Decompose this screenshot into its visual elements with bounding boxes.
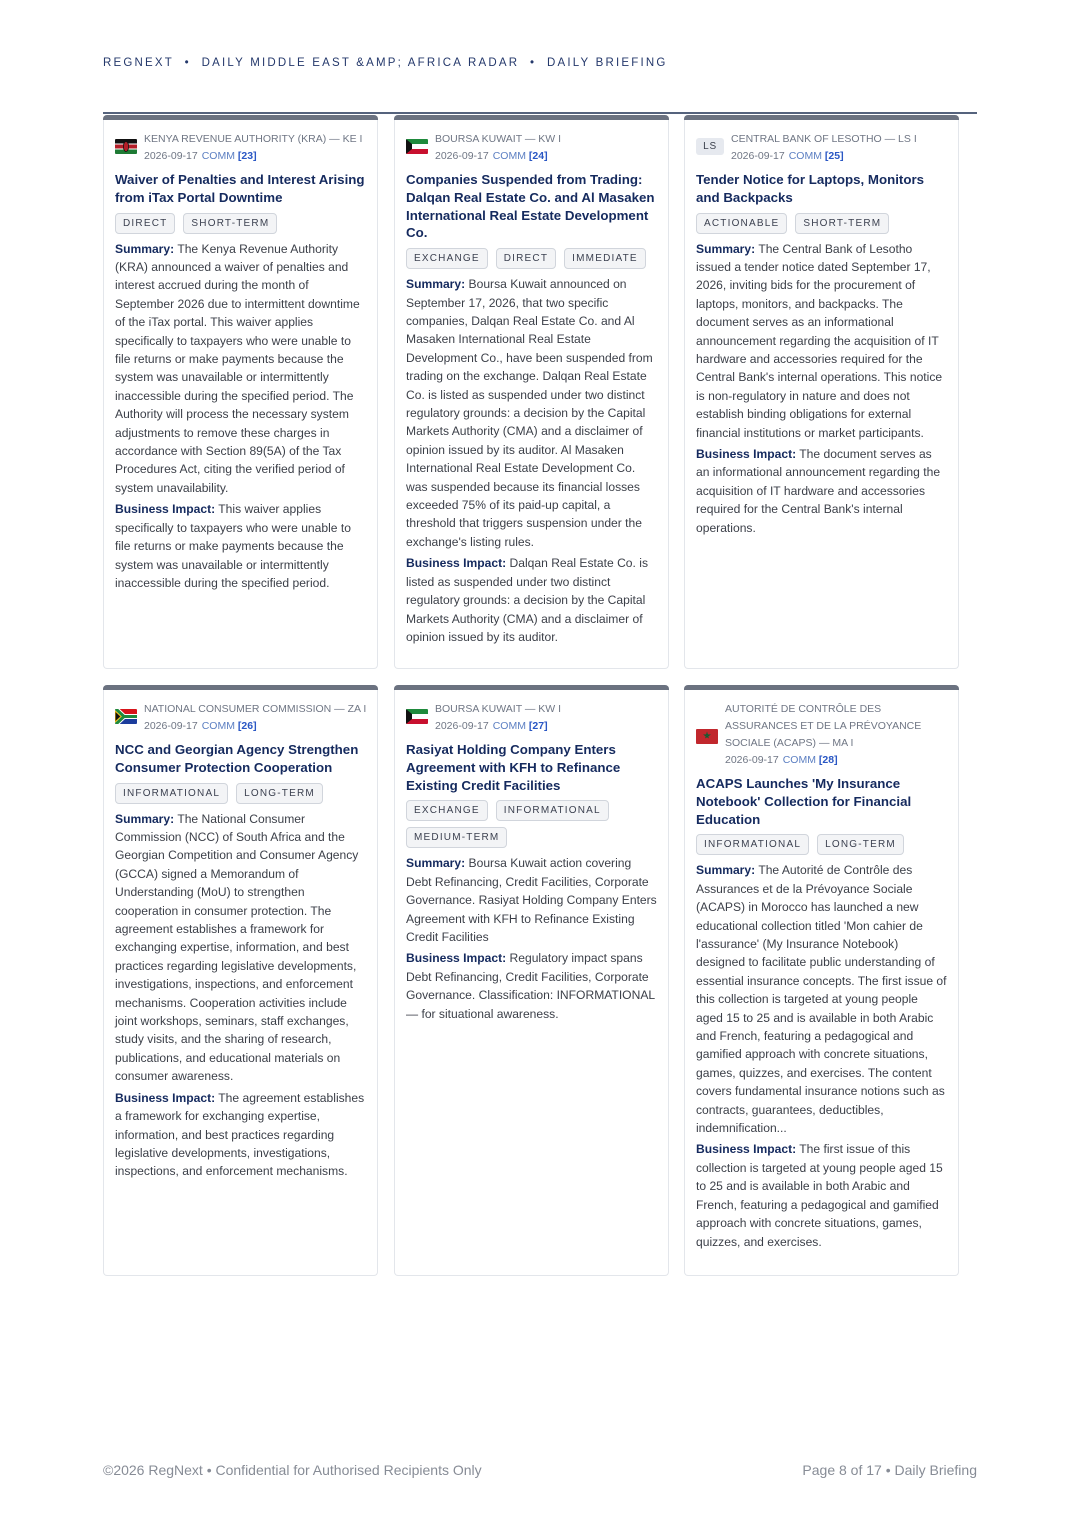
card-source [696, 701, 948, 769]
tag: SHORT-TERM [795, 213, 889, 234]
tag: DIRECT [115, 213, 175, 234]
news-card [684, 685, 959, 1276]
source-name: NATIONAL CONSUMER COMMISSION — ZA I [144, 703, 367, 715]
source-name: BOURSA KUWAIT — KW I [435, 133, 562, 145]
comm-label: COMM [201, 720, 235, 732]
summary: Summary: Boursa Kuwait action covering Debt Refinancing, Credit Facilities, Corporate Governance. Rasiyat Holding Company Enters Agreement with KFH to Refinance Existing Credit Facilities [406, 856, 657, 945]
business-impact: Business Impact: The document serves as an informational announcement regarding the acquisition of IT hardware and accessories required for the Central Bank's internal operations. [696, 447, 941, 535]
business-impact: Business Impact: The first issue of this collection is targeted at young people aged 15 to 25 and is available in both Arabic and French, featuring a pedagogical and gamified approach with concrete situations, games, quizzes, and exercises. [696, 1142, 943, 1249]
source-date: 2026-09-17 [435, 720, 489, 732]
business-impact: Business Impact: This waiver applies specifically to taxpayers who were unable to file returns or make payments because the system was unavailable or intermittently inaccessible during the specified period. [115, 502, 351, 590]
summary: Summary: The Central Bank of Lesotho issued a tender notice dated September 17, 2026, inviting bids for the procurement of laptops, monitors, and backpacks. The document serves as an informational announcement regarding the acquisition of IT hardware and accessories required for the Central Bank's internal operations. This notice is non-regulatory in nature and does not establish binding obligations for external financial institutions or market participants. [696, 241, 943, 440]
reference-link[interactable]: [27] [528, 720, 548, 732]
kuwait-flag-icon [406, 139, 428, 154]
tag-list [696, 834, 948, 855]
card-source [406, 131, 658, 165]
source-name: KENYA REVENUE AUTHORITY (KRA) — KE I [144, 133, 363, 145]
card-title: Companies Suspended from Trading: Dalqan Real Estate Co. and Al Masaken International Real Estate Development Co. [406, 172, 655, 241]
comm-label: COMM [782, 754, 816, 766]
summary: Summary: Boursa Kuwait announced on September 17, 2026, that two specific companies, Dalqan Real Estate Co. and Al Masaken International Real Estate Development Co., have been suspended from trading on the exchange. Dalqan Real Estate Co. is listed as suspended under two distinct regulatory grounds: a decision by the Capital Markets Authority (CMA) and a disclaimer of opinion issued by its auditor. Al Masaken International Real Estate Development Co. was suspended because its financial losses exceeded 75% of its paid-up capital, a threshold that triggers suspension under the exchange's listing rules. [406, 277, 653, 549]
tag-list [115, 783, 367, 804]
source-name: AUTORITÉ DE CONTRÔLE DES ASSURANCES ET DE LA PRÉVOYANCE SOCIALE (ACAPS) — MA I [725, 703, 922, 749]
comm-label: COMM [788, 150, 822, 162]
card-title: NCC and Georgian Agency Strengthen Consumer Protection Cooperation [115, 742, 359, 775]
kuwait-flag-icon [406, 709, 428, 724]
kenya-flag-icon [115, 139, 137, 154]
footer-doc-label: Daily Briefing [894, 1462, 977, 1478]
tag: LONG-TERM [236, 783, 323, 804]
summary: Summary: The Kenya Revenue Authority (KRA) announced a waiver of penalties and interest accrued during the month of September 2026 due to intermittent downtime of the iTax portal. This waiver applies specifically to taxpayers who were unable to file returns or make payments because the system was unavailable or intermittently inaccessible during the specified period. The Authority will process the necessary system adjustments to remove these charges in accordance with Section 89(5A) of the Tax Procedures Act, citing the verified period of system unavailability. [115, 241, 360, 495]
header-doc-type: DAILY BRIEFING [547, 57, 668, 69]
tag: ACTIONABLE [696, 213, 787, 234]
reference-link[interactable]: [25] [824, 150, 844, 162]
card-source [115, 701, 367, 735]
header-brand: REGNEXT [103, 57, 174, 69]
page-number: Page 8 of 17 [802, 1462, 882, 1478]
footer-copyright: ©2026 RegNext • Confidential for Authorised Recipients Only [103, 1462, 482, 1478]
news-card [103, 685, 378, 1276]
card-title: Waiver of Penalties and Interest Arising from iTax Portal Downtime [115, 172, 365, 205]
tag: INFORMATIONAL [696, 834, 809, 855]
country-code-badge: LS [696, 138, 724, 155]
morocco-flag-icon [696, 729, 718, 744]
source-date: 2026-09-17 [725, 754, 779, 766]
tag-list [406, 248, 658, 269]
tag-list [696, 213, 948, 234]
news-card [684, 115, 959, 669]
source-name: CENTRAL BANK OF LESOTHO — LS I [731, 133, 917, 145]
business-impact: Business Impact: Dalqan Real Estate Co. is listed as suspended under two distinct regulatory grounds: a decision by the Capital Markets Authority (CMA) and a disclaimer of opinion issued by its auditor. [406, 556, 648, 644]
comm-label: COMM [492, 150, 526, 162]
summary: Summary: The Autorité de Contrôle des Assurances et de la Prévoyance Sociale (ACAPS) in Morocco has launched a new educational collection titled 'Mon cahier de l'assurance' (My Insurance Notebook) designed to facilitate public understanding of essential insurance concepts. The first issue of this collection is targeted at young people aged 15 to 25 and is available in both Arabic and French, featuring a pedagogical and gamified approach with concrete situations, games, quizzes, and exercises. The content covers fundamental insurance notions such as contracts, guarantees, deductibles, indemnification... [696, 863, 947, 1136]
source-date: 2026-09-17 [731, 150, 785, 162]
tag: LONG-TERM [817, 834, 904, 855]
card-source [696, 131, 948, 165]
source-name: BOURSA KUWAIT — KW I [435, 703, 562, 715]
tag: IMMEDIATE [564, 248, 646, 269]
card-title: Tender Notice for Laptops, Monitors and Backpacks [696, 172, 925, 205]
reference-link[interactable]: [23] [237, 150, 257, 162]
card-title: ACAPS Launches 'My Insurance Notebook' Collection for Financial Education [696, 776, 912, 827]
tag: EXCHANGE [406, 800, 488, 821]
tag: INFORMATIONAL [115, 783, 228, 804]
business-impact: Business Impact: Regulatory impact spans Debt Refinancing, Credit Facilities, Corporate Governance. Classification: INFORMATIONAL — for situational awareness. [406, 951, 655, 1021]
card-title: Rasiyat Holding Company Enters Agreement with KFH to Refinance Existing Credit Facilities [406, 742, 621, 793]
header-rule [103, 112, 977, 114]
source-date: 2026-09-17 [144, 720, 198, 732]
card-source [115, 131, 367, 165]
reference-link[interactable]: [24] [528, 150, 548, 162]
footer-page-info: Page 8 of 17 • Daily Briefing [802, 1462, 977, 1478]
tag-list [115, 213, 367, 234]
summary: Summary: The National Consumer Commission (NCC) of South Africa and the Georgian Competition and Consumer Agency (GCCA) signed a Memorandum of Understanding (MoU) to strengthen cooperation in consumer protection. The agreement establishes a framework for exchanging expertise, information, and best practices regarding legislative developments, investigations, inspections, and enforcement mechanisms. Cooperation activities include joint workshops, seminars, staff exchanges, study visits, and the sharing of research, publications, and educational materials on consumer awareness. [115, 811, 359, 1084]
tag: MEDIUM-TERM [406, 827, 507, 848]
news-card [103, 115, 378, 669]
tag: INFORMATIONAL [496, 800, 609, 821]
tag-list [406, 800, 658, 848]
comm-label: COMM [201, 150, 235, 162]
source-date: 2026-09-17 [435, 150, 489, 162]
reference-link[interactable]: [26] [237, 720, 257, 732]
tag: SHORT-TERM [183, 213, 277, 234]
comm-label: COMM [492, 720, 526, 732]
running-header: REGNEXT • DAILY MIDDLE EAST &AMP; AFRICA RADAR • DAILY BRIEFING [103, 57, 668, 69]
reference-link[interactable]: [28] [818, 754, 838, 766]
south-africa-flag-icon [115, 709, 137, 724]
news-card [394, 685, 669, 1276]
news-card [394, 115, 669, 669]
card-source [406, 701, 658, 735]
source-date: 2026-09-17 [144, 150, 198, 162]
tag: EXCHANGE [406, 248, 488, 269]
tag: DIRECT [496, 248, 556, 269]
business-impact: Business Impact: The agreement establishes a framework for exchanging expertise, information, and best practices regarding legislative developments, investigations, inspections, and enforcement mechanisms. [115, 1090, 365, 1179]
header-section: DAILY MIDDLE EAST &AMP; AFRICA RADAR [201, 57, 520, 69]
